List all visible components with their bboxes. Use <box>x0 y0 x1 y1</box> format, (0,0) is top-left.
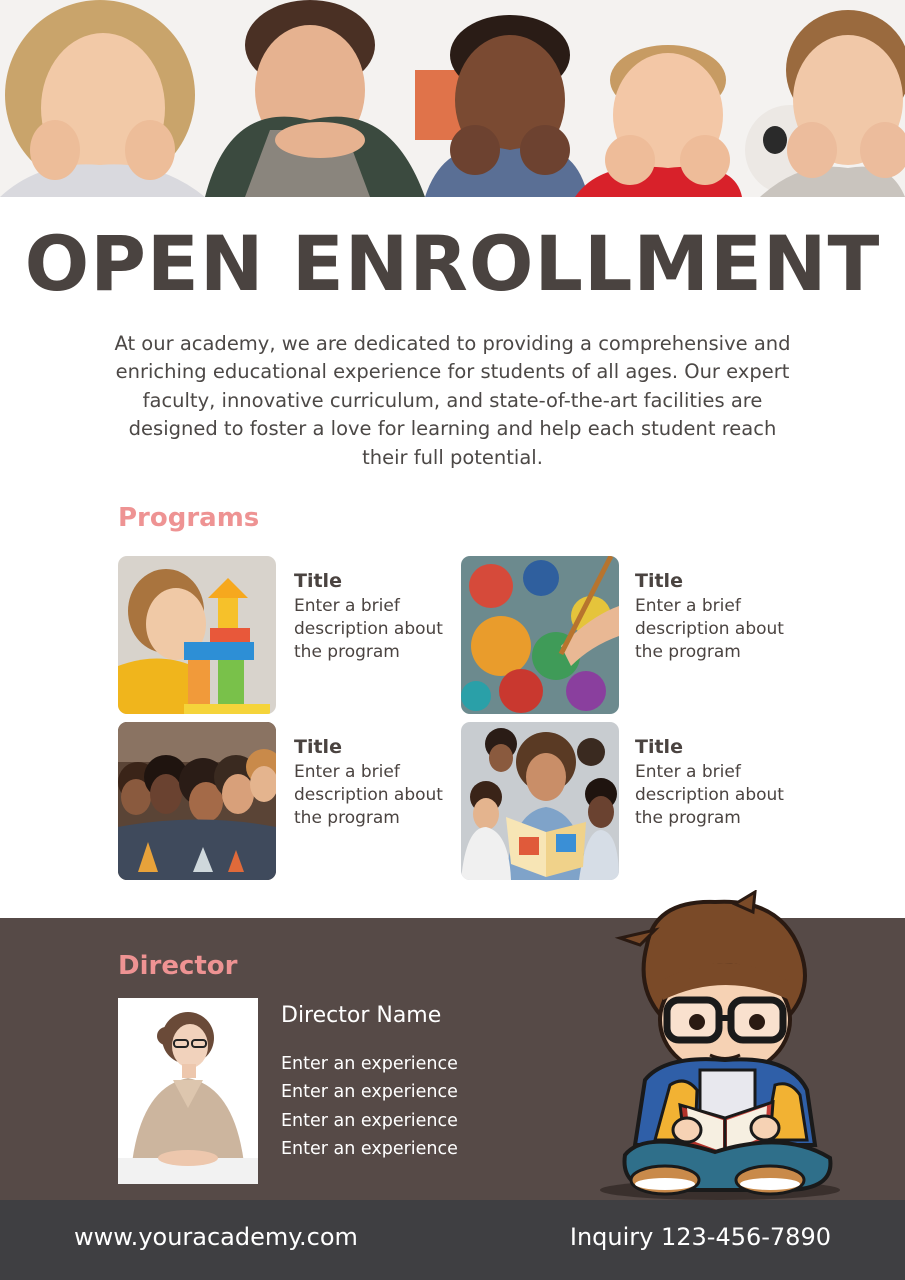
program-title: Title <box>294 736 342 758</box>
page-title: OPEN ENROLLMENT <box>24 219 881 308</box>
programs-heading: Programs <box>118 503 260 533</box>
experience-item: Enter an experience <box>281 1054 458 1074</box>
hero-photo <box>0 0 905 197</box>
experience-item: Enter an experience <box>281 1110 458 1131</box>
website-link[interactable]: www.youracademy.com <box>74 1223 358 1251</box>
director-photo <box>118 998 258 1184</box>
mascot-illustration <box>585 890 845 1205</box>
program-title: Title <box>294 570 342 592</box>
program-description: Enter a brief description about the program <box>294 762 443 828</box>
experience-item: Enter an experience <box>281 1139 458 1160</box>
director-experience-list <box>281 1050 458 1164</box>
program-card-4 <box>461 722 791 880</box>
program-description: Enter a brief description about the program <box>635 596 784 662</box>
program-card-3 <box>118 722 448 880</box>
program-description: Enter a brief description about the program <box>294 596 443 662</box>
inquiry-phone[interactable]: Inquiry 123-456-7890 <box>569 1223 831 1251</box>
program-card-1 <box>118 556 448 714</box>
experience-item: Enter an experience <box>281 1082 458 1103</box>
program-title: Title <box>635 736 683 758</box>
program-image-reading <box>461 722 619 880</box>
director-name: Director Name <box>281 1003 442 1028</box>
program-image-painting <box>461 556 619 714</box>
program-image-science <box>118 722 276 880</box>
program-description: Enter a brief description about the program <box>635 762 784 828</box>
program-card-2 <box>461 556 791 714</box>
program-title: Title <box>635 570 683 592</box>
intro-paragraph: At our academy, we are dedicated to providing a comprehensive and enriching educational experience for students of all ages. Our expert faculty, innovative curriculum, and state-of-the-art facilities are designed to foster a love for learning and help each student reach their full potential. <box>114 332 791 469</box>
director-heading: Director <box>118 951 238 981</box>
program-image-blocks <box>118 556 276 714</box>
footer <box>0 1200 905 1280</box>
